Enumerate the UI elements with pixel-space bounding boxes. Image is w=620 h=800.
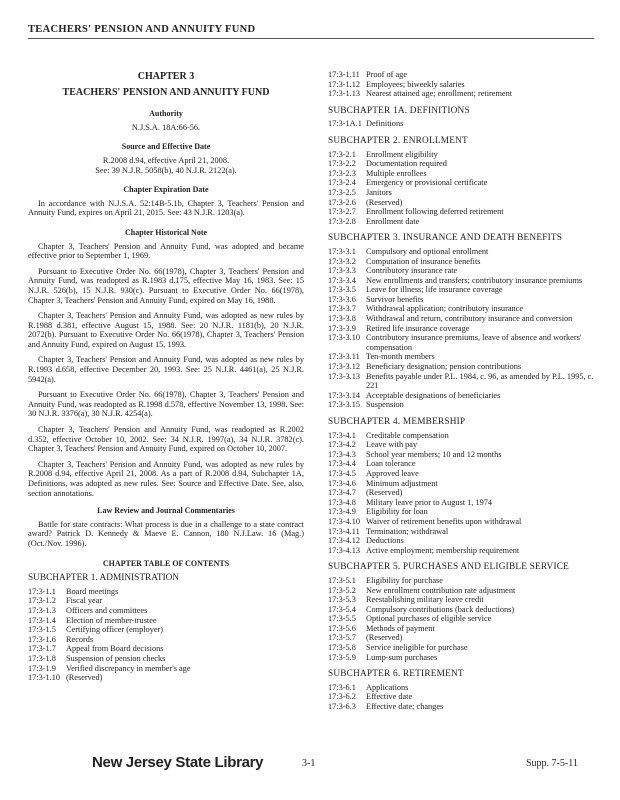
section-number: 17:3-4.2 (328, 440, 356, 450)
page-number: 3-1 (302, 758, 316, 769)
section-title: Withdrawal application; contributory insurance (366, 304, 524, 314)
section-title: (Reserved) (366, 197, 403, 207)
section-number: 17:3-3.7 (328, 304, 356, 314)
running-header: TEACHERS' PENSION AND ANNUITY FUND (28, 24, 594, 39)
section-number: 17:3-5.1 (328, 575, 356, 585)
toc-entry (328, 333, 596, 352)
toc-entry (328, 188, 596, 198)
section-number: 17:3-3.1 (328, 246, 356, 256)
toc-entry (328, 643, 596, 653)
section-number: 17:3-3.9 (328, 323, 356, 333)
toc-entry (28, 596, 304, 606)
toc-entry (328, 217, 596, 227)
section-number: 17:3-5.7 (328, 633, 356, 643)
toc-entry (28, 654, 304, 664)
section-number: 17:3-6.3 (328, 702, 356, 712)
section-number: 17:3-3.15 (328, 400, 361, 410)
section-title: Appeal from Board decisions (66, 644, 164, 654)
section-title: Eligibility for purchase (366, 575, 443, 585)
toc-entry (328, 324, 596, 334)
section-title: Withdrawal and return, contributory insurance and conversion (366, 314, 573, 324)
toc-entry (28, 673, 304, 683)
toc-entry (328, 653, 596, 663)
section-title: New enrollment contribution rate adjustment (366, 585, 516, 595)
source-heading: Source and Effective Date (121, 142, 211, 152)
section-number: 17:3-1.3 (28, 605, 56, 615)
toc-entry (328, 207, 596, 217)
section-number: 17:3-1.12 (328, 79, 361, 89)
section-number: 17:3-1.9 (28, 663, 56, 673)
subchapter-heading: SUBCHAPTER 1. ADMINISTRATION (28, 573, 180, 584)
section-title: Contributory insurance premiums, leave of absence and workers' compensation (366, 333, 582, 352)
toc-entry (328, 304, 596, 314)
toc-entry (328, 498, 596, 508)
toc-entry (328, 546, 596, 556)
section-number: 17:3-4.3 (328, 449, 356, 459)
section-number: 17:3-4.1 (328, 430, 356, 440)
section-number: 17:3-5.8 (328, 643, 356, 653)
section-list (328, 683, 596, 712)
section-title: Beneficiary designation; pension contributions (366, 362, 522, 372)
section-title: Suspension of pension checks (66, 653, 166, 663)
law-review-heading: Law Review and Journal Commentaries (97, 506, 235, 516)
toc-entry (328, 80, 596, 90)
toc-entry (28, 644, 304, 654)
section-title: New enrollments and transfers; contributory insurance premiums (366, 275, 583, 285)
section-title: Creditable compensation (366, 430, 449, 440)
section-number: 17:3-3.6 (328, 294, 356, 304)
section-number: 17:3-4.11 (328, 526, 360, 536)
section-number: 17:3-5.6 (328, 623, 356, 633)
authority-text: N.J.S.A. 18A:66-56. (131, 122, 201, 132)
toc-entry (328, 633, 596, 643)
toc-entry (328, 178, 596, 188)
toc-entry (328, 159, 596, 169)
toc-entry (328, 692, 596, 702)
toc-entry (328, 527, 596, 537)
section-title: Enrollment following deferred retirement (366, 207, 504, 217)
section-number: 17:3-6.1 (328, 682, 356, 692)
section-number: 17:3-1.6 (28, 634, 56, 644)
section-number: 17:3-2.4 (328, 178, 356, 188)
section-number: 17:3-5.2 (328, 585, 356, 595)
section-title: Contributory insurance rate (366, 266, 458, 276)
section-title: Definitions (366, 119, 404, 129)
source-line-1: R.2008 d.94, effective April 21, 2008. (102, 155, 230, 165)
subchapter-heading: SUBCHAPTER 6. RETIREMENT (328, 669, 464, 680)
historical-note-paragraph: Chapter 3, Teachers' Pension and Annuity Fund, was adopted and became effective prior to September 1, 1969. (28, 241, 304, 261)
toc-entry (328, 683, 596, 693)
section-title: Records (66, 634, 94, 644)
section-number: 17:3-4.5 (328, 468, 356, 478)
section-title: Loan tolerance (366, 459, 416, 469)
toc-entry (328, 488, 596, 498)
section-title: (Reserved) (66, 673, 103, 683)
toc-entry (328, 257, 596, 267)
section-number: 17:3-3.4 (328, 275, 356, 285)
section-title: Certifying officer (employer) (66, 625, 164, 635)
section-number: 17:3-3.12 (328, 362, 361, 372)
section-title: Survivor benefits (366, 294, 424, 304)
section-title: Optional purchases of eligible service (366, 614, 492, 624)
law-review-text: Battle for state contracts: What process is due in a challenge to a state contract award? Patrick D. Kennedy & Maeve E. Cannon, 180 N.J.Law. 16 (Mag.) (Oct./Nov. 1996). (28, 519, 304, 548)
section-number: 17:3-3.11 (328, 352, 360, 362)
section-number: 17:3-3.5 (328, 285, 356, 295)
toc-entry (328, 285, 596, 295)
toc-entry (328, 198, 596, 208)
section-title: Emergency or provisional certificate (366, 178, 488, 188)
historical-note-paragraph: Chapter 3, Teachers' Pension and Annuity Fund, was adopted as new rules by R.1988 d.381, effective August 15, 1988. See: 20 N.J.R. 1181(b), 20 N.J.R. 2072(b). Pursuant to Executive Order No. 66(1978), Chapter 3, Teachers' Pension and Annuity Fund, expired on August 15, 1993. (28, 311, 304, 349)
section-number: 17:3-2.6 (328, 197, 356, 207)
section-title: (Reserved) (366, 488, 403, 498)
section-number: 17:3-4.8 (328, 497, 356, 507)
section-title: Reestablishing military leave credit (366, 595, 484, 605)
toc-entry (328, 605, 596, 615)
toc-entry (328, 89, 596, 99)
toc-entry (28, 616, 304, 626)
section-number: 17:3-3.10 (328, 333, 361, 343)
toc-entry (328, 169, 596, 179)
section-list (328, 247, 596, 410)
section-list (328, 431, 596, 556)
section-title: Enrollment date (366, 216, 420, 226)
section-title: Deductions (366, 536, 404, 546)
section-number: 17:3-3.2 (328, 256, 356, 266)
section-title: Waiver of retirement benefits upon withdrawal (366, 516, 522, 526)
toc-entry (328, 702, 596, 712)
section-title: Fiscal year (66, 596, 103, 606)
section-title: Janitors (366, 187, 392, 197)
section-list (328, 576, 596, 662)
toc-entry (328, 440, 596, 450)
section-title: (Reserved) (366, 633, 403, 643)
section-number: 17:3-4.7 (328, 488, 356, 498)
toc-entry (328, 314, 596, 324)
toc-entry (328, 576, 596, 586)
section-title: Active employment; membership requirement (366, 545, 520, 555)
section-title: Suspension (366, 400, 404, 410)
toc-entry (328, 507, 596, 517)
section-title: Retired life insurance coverage (366, 323, 470, 333)
section-list (328, 70, 596, 99)
historical-note-heading: Chapter Historical Note (124, 227, 208, 237)
section-title: Methods of payment (366, 623, 435, 633)
chapter-title: TEACHERS' PENSION AND ANNUITY FUND (62, 86, 270, 98)
section-title: Lump-sum purchases (366, 652, 438, 662)
supplement-date: Supp. 7-5-11 (526, 758, 578, 769)
toc-entry (328, 247, 596, 257)
right-column (328, 70, 596, 712)
toc-entry (328, 352, 596, 362)
toc-entry (328, 295, 596, 305)
toc-entry (328, 469, 596, 479)
toc-entry (328, 479, 596, 489)
section-number: 17:3-2.1 (328, 149, 356, 159)
source-line-2: See: 39 N.J.R. 5058(b), 40 N.J.R. 2122(a). (95, 165, 237, 175)
section-title: Acceptable designations of beneficiaries (366, 390, 501, 400)
left-column (28, 70, 304, 683)
section-title: Compulsory contributions (back deductions) (366, 604, 515, 614)
authority-heading: Authority (149, 109, 183, 119)
section-number: 17:3-1.7 (28, 644, 56, 654)
section-title: School year members; 10 and 12 months (366, 449, 502, 459)
chapter-number: CHAPTER 3 (137, 71, 195, 82)
toc-entry (328, 595, 596, 605)
toc-entry (28, 606, 304, 616)
section-list (328, 150, 596, 227)
toc-entry (328, 517, 596, 527)
section-number: 17:3-1.1 (28, 586, 56, 596)
toc-entry (328, 431, 596, 441)
toc-entry (328, 276, 596, 286)
toc-entry (328, 459, 596, 469)
section-number: 17:3-1A.1 (328, 119, 362, 129)
section-title: Eligibility for loan (366, 507, 428, 517)
subchapter-heading: SUBCHAPTER 2. ENROLLMENT (328, 135, 468, 146)
section-title: Minimum adjustment (366, 478, 438, 488)
section-title: Proof of age (366, 70, 408, 79)
section-number: 17:3-3.8 (328, 314, 356, 324)
section-number: 17:3-2.2 (328, 159, 356, 169)
section-title: Leave with pay (366, 440, 418, 450)
historical-note-paragraph: Pursuant to Executive Order No. 66(1978), Chapter 3, Teachers' Pension and Annuity Fund, was readopted as R.1983 d.175, effective May 16, 1983. See: 15 N.J.R. 526(b), 15 N.J.R. 930(c). Pursuant to Executive Order No. 66(1978), Chapter 3, Teachers' Pension and Annuity Fund, expired on May 16, 1988. (28, 266, 304, 305)
section-number: 17:3-3.3 (328, 266, 356, 276)
section-number: 17:3-1.13 (328, 89, 361, 99)
historical-note-paragraph: Chapter 3, Teachers' Pension and Annuity Fund, was readopted as R.2002 d.352, effective October 10, 2002. See: 34 N.J.R. 1997(a), 34 N.J.R. 3782(c). Chapter 3, Teachers' Pension and Annuity Fund, expired on October 10, 2007. (28, 425, 304, 454)
historical-note-paragraph: Chapter 3, Teachers' Pension and Annuity Fund, was adopted as new rules by R.1993 d.658, effective December 20, 1993. See: 25 N.J.R. 4461(a), 25 N.J.R. 5942(a). (28, 355, 304, 384)
section-number: 17:3-4.9 (328, 507, 356, 517)
toc-entry (328, 624, 596, 634)
toc-entry (328, 266, 596, 276)
section-number: 17:3-4.4 (328, 459, 356, 469)
section-title: Board meetings (66, 586, 119, 596)
section-title: Nearest attained age; enrollment; retirement (366, 89, 513, 99)
section-number: 17:3-3.13 (328, 371, 361, 381)
section-title: Effective date (366, 692, 413, 702)
expiration-heading: Chapter Expiration Date (123, 185, 209, 195)
section-title: Termination; withdrawal (366, 526, 449, 536)
subchapter-heading: SUBCHAPTER 4. MEMBERSHIP (328, 417, 466, 427)
section-number: 17:3-1.2 (28, 596, 56, 606)
expiration-text: In accordance with N.J.S.A. 52:14B-5.1b, Chapter 3, Teachers' Pension and Annuity Fund, expires on April 21, 2015. See: 43 N.J.R. 1203(a). (28, 198, 304, 218)
section-number: 17:3-1.10 (28, 673, 61, 683)
section-title: Ten-month members (366, 352, 435, 362)
section-list (328, 119, 596, 129)
section-number: 17:3-4.13 (328, 545, 361, 555)
historical-note-paragraph: Pursuant to Executive Order No. 66(1978), Chapter 3, Teachers' Pension and Annuity Fund, was readopted as R.1998 d.578, effective November 13, 1998. See: 30 N.J.R. 3376(a), 30 N.J.R. 4254(a). (28, 390, 304, 419)
section-title: Benefits payable under P.L. 1984, c. 96, as amended by P.L. 1995, c. 221 (366, 371, 594, 391)
section-number: 17:3-4.6 (328, 478, 356, 488)
toc-entry (328, 450, 596, 460)
subchapter-heading: SUBCHAPTER 1A. DEFINITIONS (328, 105, 470, 116)
section-number: 17:3-1.8 (28, 653, 56, 663)
section-title: Officers and committees (66, 605, 148, 615)
section-title: Leave for illness; life insurance coverage (366, 285, 503, 295)
section-list (28, 587, 304, 683)
section-number: 17:3-1.4 (28, 615, 56, 625)
section-number: 17:3-4.12 (328, 536, 361, 546)
section-number: 17:3-2.8 (328, 216, 356, 226)
section-title: Service ineligible for purchase (366, 643, 468, 653)
section-title: Effective date; changes (366, 702, 444, 712)
toc-entry (328, 362, 596, 372)
section-number: 17:3-5.4 (328, 604, 356, 614)
section-number: 17:3-2.3 (328, 168, 356, 178)
subchapter-heading: SUBCHAPTER 3. INSURANCE AND DEATH BENEFITS (328, 233, 563, 244)
section-title: Documentation required (366, 159, 447, 169)
section-number: 17:3-2.7 (328, 207, 356, 217)
section-number: 17:3-3.14 (328, 390, 361, 400)
section-title: Election of member-trustee (66, 615, 157, 625)
section-number: 17:3-1.11 (328, 70, 360, 79)
section-title: Military leave prior to August 1, 1974 (366, 497, 493, 507)
section-number: 17:3-5.5 (328, 614, 356, 624)
toc-entry (28, 587, 304, 597)
toc-entry (28, 664, 304, 674)
page-footer (0, 752, 620, 782)
toc-entry (328, 119, 596, 129)
section-number: 17:3-5.9 (328, 652, 356, 662)
section-title: Approved leave (366, 468, 419, 478)
toc-entry (328, 150, 596, 160)
section-title: Employees; biweekly salaries (366, 79, 465, 89)
section-number: 17:3-2.5 (328, 187, 356, 197)
section-title: Multiple enrollees (366, 168, 427, 178)
toc-entry (328, 586, 596, 596)
library-name: New Jersey State Library (92, 754, 264, 771)
subchapter-heading: SUBCHAPTER 5. PURCHASES AND ELIGIBLE SERVICE (328, 562, 570, 573)
toc-entry (328, 372, 596, 391)
section-title: Verified discrepancy in member's age (66, 663, 191, 673)
toc-entry (28, 625, 304, 635)
toc-heading: CHAPTER TABLE OF CONTENTS (102, 558, 230, 568)
toc-entry (28, 635, 304, 645)
historical-note-paragraph: Chapter 3, Teachers' Pension and Annuity Fund, was adopted as new rules by R.2008 d.94, effective April 21, 2008. As a part of R.2008 d.94, Subchapter 1A, Definitions, was adopted as new rules. See: Source and Effective Date. See, also, section annotations. (28, 459, 304, 498)
section-title: Applications (366, 682, 409, 692)
toc-entry (328, 536, 596, 546)
toc-entry (328, 391, 596, 401)
section-title: Computation of insurance benefits (366, 256, 481, 266)
section-title: Compulsory and optional enrollment (366, 246, 489, 256)
section-title: Enrollment eligibility (366, 149, 438, 159)
section-number: 17:3-5.3 (328, 595, 356, 605)
toc-entry (328, 400, 596, 410)
toc-entry (328, 614, 596, 624)
section-number: 17:3-4.10 (328, 516, 361, 526)
section-number: 17:3-1.5 (28, 625, 56, 635)
toc-entry (328, 70, 596, 80)
section-number: 17:3-6.2 (328, 692, 356, 702)
